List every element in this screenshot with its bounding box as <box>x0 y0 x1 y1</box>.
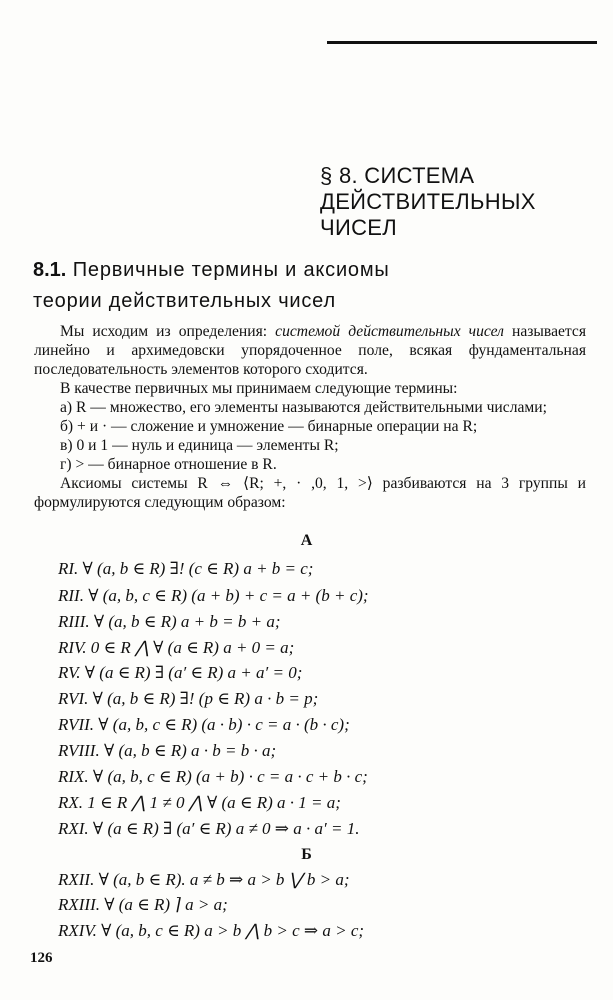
axiom-r10: RX. 1 ∈ R ⋀ 1 ≠ 0 ⋀ ∀ (a ∈ R) a · 1 = a; <box>58 793 341 812</box>
paragraph-definition-term: системой действительных чисел <box>275 323 504 340</box>
axiom-r3: RIII. ∀ (a, b ∈ R) a + b = b + a; <box>58 612 281 631</box>
chapter-heading-line3: ЧИСЕЛ <box>320 215 397 240</box>
chapter-heading-line2: ДЕЙСТВИТЕЛЬНЫХ <box>320 189 536 214</box>
axiom-r13: RXIII. ∀ (a ∈ R) ⌉ a > a; <box>58 895 228 914</box>
chapter-heading-line1: § 8. СИСТЕМА <box>320 163 475 188</box>
paragraph-definition-end: называется линейно и архимедовски упорядоченное поле, всякая фундаментальная последовательность элементов которого сходится. <box>34 323 587 378</box>
term-item-a: а) R — множество, его элементы называются действительными числами; <box>60 399 547 416</box>
group-label-b: Б <box>301 846 312 863</box>
axiom-r2: RII. ∀ (a, b, c ∈ R) (a + b) + c = a + (b + c); <box>58 586 369 605</box>
axiom-r4: RIV. 0 ∈ R ⋀ ∀ (a ∈ R) a + 0 = a; <box>58 638 295 657</box>
axiom-r5: RV. ∀ (a ∈ R) ∃ (a′ ∈ R) a + a′ = 0; <box>58 663 303 682</box>
paragraph-definition-start: Мы исходим из определения: <box>60 323 276 340</box>
term-item-g: г) > — бинарное отношение в R. <box>60 456 277 473</box>
section-title-line1: Первичные термины и аксиомы <box>72 259 390 281</box>
axiom-r7: RVII. ∀ (a, b, c ∈ R) (a · b) · c = a · (b · c); <box>58 715 350 734</box>
chapter-heading <box>320 163 600 241</box>
axiom-r8: RVIII. ∀ (a, b ∈ R) a · b = b · a; <box>58 741 277 760</box>
section-heading <box>33 255 593 317</box>
term-item-b: б) + и · — сложение и умножение — бинарные операции на R; <box>60 418 478 435</box>
paragraph-terms-intro: В качестве первичных мы принимаем следующие термины: <box>60 380 458 397</box>
axiom-r6: RVI. ∀ (a, b ∈ R) ∃! (p ∈ R) a · b = p; <box>58 689 319 708</box>
axiom-r9: RIX. ∀ (a, b, c ∈ R) (a + b) · c = a · c + b · c; <box>58 767 368 786</box>
header-rule <box>327 41 597 44</box>
body-text <box>34 322 586 512</box>
section-number: 8.1. <box>33 259 67 281</box>
page-number: 126 <box>30 950 53 966</box>
section-title-line2: теории действительных чисел <box>33 290 336 312</box>
paragraph-definition <box>34 322 586 379</box>
axiom-r1: RI. ∀ (a, b ∈ R) ∃! (c ∈ R) a + b = c; <box>58 559 314 578</box>
axiom-r14: RXIV. ∀ (a, b, c ∈ R) a > b ⋀ b > c ⇒ a > c; <box>58 921 365 940</box>
term-item-v: в) 0 и 1 — нуль и единица — элементы R; <box>60 437 339 454</box>
group-label-a: А <box>300 532 313 549</box>
paragraph-axioms-intro: Аксиомы системы R ⇔ ⟨R; +, · ,0, 1, >⟩ разбиваются на 3 группы и формулируются следующим образом: <box>34 475 586 511</box>
axiom-r11: RXI. ∀ (a ∈ R) ∃ (a′ ∈ R) a ≠ 0 ⇒ a · a′ = 1. <box>58 819 360 838</box>
axiom-r12: RXII. ∀ (a, b ∈ R). a ≠ b ⇒ a > b ⋁ b > a; <box>58 870 350 889</box>
